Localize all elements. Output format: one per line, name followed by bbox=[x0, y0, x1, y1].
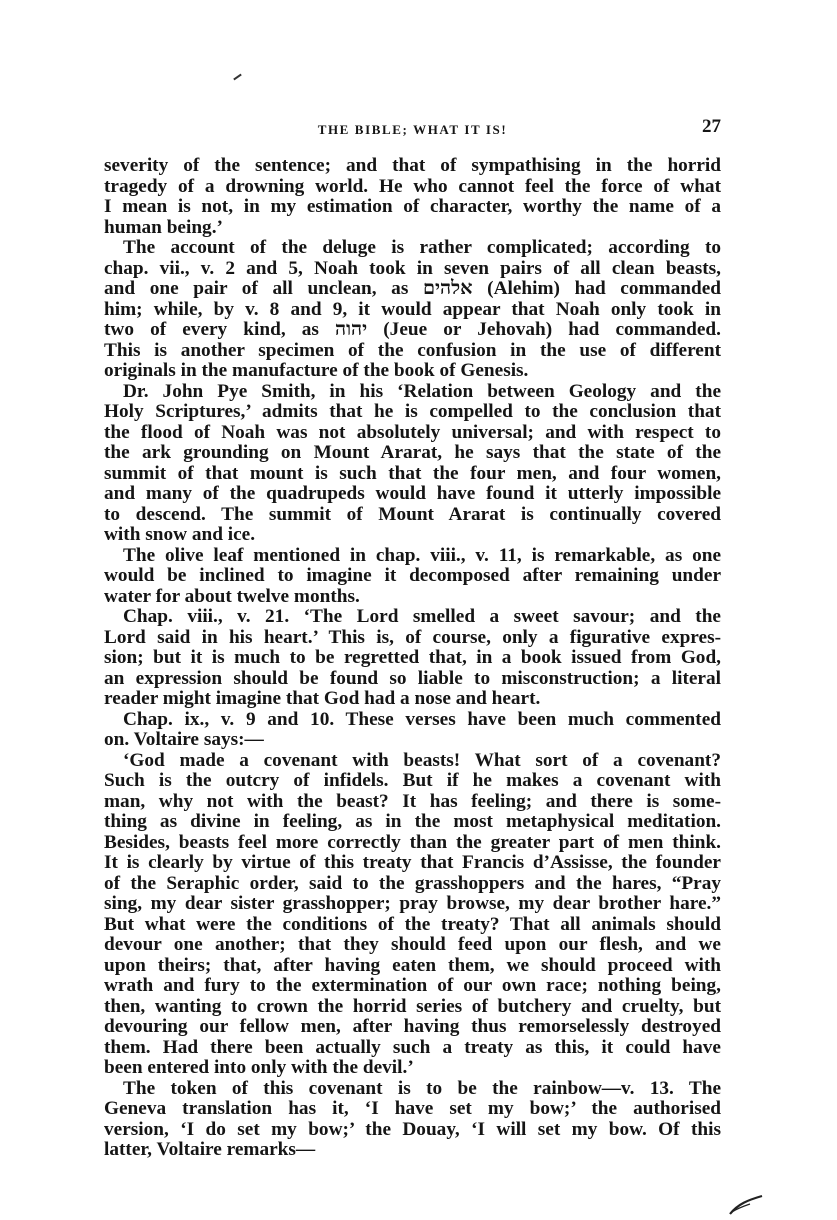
text-line: human being.’ bbox=[104, 216, 223, 238]
text-line: an expression should be found so liable to misconstruction; a literal bbox=[104, 667, 721, 689]
text-line: of the Seraphic order, said to the grasshoppers and the hares, “Pray bbox=[104, 872, 721, 894]
text-line: ‘God made a covenant with beasts! What sort of a covenant? bbox=[123, 749, 721, 771]
text-line: to descend. The summit of Mount Ararat is continually covered bbox=[104, 503, 721, 525]
stray-ink-mark bbox=[728, 1194, 764, 1216]
text-line: summit of that mount is such that the four men, and four women, bbox=[104, 462, 721, 484]
text-line: This is another specimen of the confusion in the use of different bbox=[104, 339, 721, 361]
text-line: the flood of Noah was not absolutely universal; and with respect to bbox=[104, 421, 721, 443]
text-line: reader might imagine that God had a nose and heart. bbox=[104, 688, 541, 709]
text-line: The olive leaf mentioned in chap. viii., v. 11, is remarkable, as one bbox=[123, 544, 721, 566]
text-line: I mean is not, in my estimation of character, worthy the name of a bbox=[104, 196, 721, 217]
text-line: version, ‘I do set my bow;’ the Douay, ‘I will set my bow. Of this bbox=[104, 1118, 721, 1140]
text-line: Holy Scriptures,’ admits that he is compelled to the conclusion that bbox=[104, 401, 721, 422]
text-line: thing as divine in feeling, as in the most metaphysical meditation. bbox=[104, 811, 721, 832]
text-line: chap. vii., v. 2 and 5, Noah took in seven pairs of all clean beasts, bbox=[104, 257, 721, 279]
text-line: them. Had there been actually such a treaty as this, it could have bbox=[104, 1036, 721, 1058]
text-line: would be inclined to imagine it decomposed after remaining under bbox=[104, 565, 721, 586]
text-line: been entered into only with the devil.’ bbox=[104, 1057, 414, 1078]
text-line: Dr. John Pye Smith, in his ‘Relation between Geology and the bbox=[123, 380, 721, 402]
text-line: Such is the outcry of infidels. But if he makes a covenant with bbox=[104, 770, 721, 791]
text-line: sion; but it is much to be regretted that, in a book issued from God, bbox=[104, 647, 721, 668]
text-line: Chap. ix., v. 9 and 10. These verses have been much commented bbox=[123, 708, 721, 730]
running-title: THE BIBLE; WHAT IT IS! bbox=[317, 122, 508, 137]
text-line: and one pair of all unclean, as אלהים (Alehim) had commanded bbox=[104, 278, 721, 299]
text-line: severity of the sentence; and that of sympathising in the horrid bbox=[104, 155, 721, 176]
text-line: sing, my dear sister grasshopper; pray browse, my dear brother hare.” bbox=[104, 893, 721, 914]
body-text bbox=[104, 156, 721, 1161]
text-line: Besides, beasts feel more correctly than the greater part of men think. bbox=[104, 831, 721, 853]
text-line: devouring our fellow men, after having thus remorselessly destroyed bbox=[104, 1016, 721, 1037]
page-number: 27 bbox=[702, 116, 721, 137]
text-line: tragedy of a drowning world. He who cannot feel the force of what bbox=[104, 175, 721, 197]
text-line: latter, Voltaire remarks— bbox=[104, 1139, 316, 1160]
text-line: The account of the deluge is rather complicated; according to bbox=[123, 237, 721, 258]
text-line: But what were the conditions of the treaty? That all animals should bbox=[104, 913, 721, 935]
text-line: Geneva translation has it, ‘I have set my bow;’ the authorised bbox=[104, 1098, 721, 1119]
text-line: water for about twelve months. bbox=[104, 585, 360, 607]
text-line: two of every kind, as יהוה (Jeue or Jehovah) had commanded. bbox=[104, 319, 721, 340]
text-line: Lord said in his heart.’ This is, of course, only a figurative expres- bbox=[104, 626, 721, 648]
page-header bbox=[104, 116, 721, 140]
stray-ink-mark bbox=[233, 74, 242, 81]
text-line: devour one another; that they should feed upon our flesh, and we bbox=[104, 934, 721, 955]
text-line: originals in the manufacture of the book of Genesis. bbox=[104, 360, 529, 381]
text-line: and many of the quadrupeds would have found it utterly impossible bbox=[104, 483, 721, 504]
text-line: with snow and ice. bbox=[104, 524, 256, 545]
text-line: the ark grounding on Mount Ararat, he says that the state of the bbox=[104, 442, 721, 463]
text-line: The token of this covenant is to be the rainbow—v. 13. The bbox=[123, 1077, 721, 1099]
text-line: Chap. viii., v. 21. ‘The Lord smelled a sweet savour; and the bbox=[123, 606, 721, 627]
text-line: It is clearly by virtue of this treaty that Francis d’Assisse, the founder bbox=[104, 852, 721, 873]
text-line: man, why not with the beast? It has feeling; and there is some- bbox=[104, 790, 721, 812]
text-line: then, wanting to crown the horrid series of butchery and cruelty, but bbox=[104, 995, 721, 1017]
text-line: upon theirs; that, after having eaten them, we should proceed with bbox=[104, 954, 721, 976]
text-line: him; while, by v. 8 and 9, it would appear that Noah only took in bbox=[104, 298, 721, 320]
text-line: wrath and fury to the extermination of our own race; nothing being, bbox=[104, 975, 721, 996]
text-line: on. Voltaire says:— bbox=[104, 729, 264, 750]
